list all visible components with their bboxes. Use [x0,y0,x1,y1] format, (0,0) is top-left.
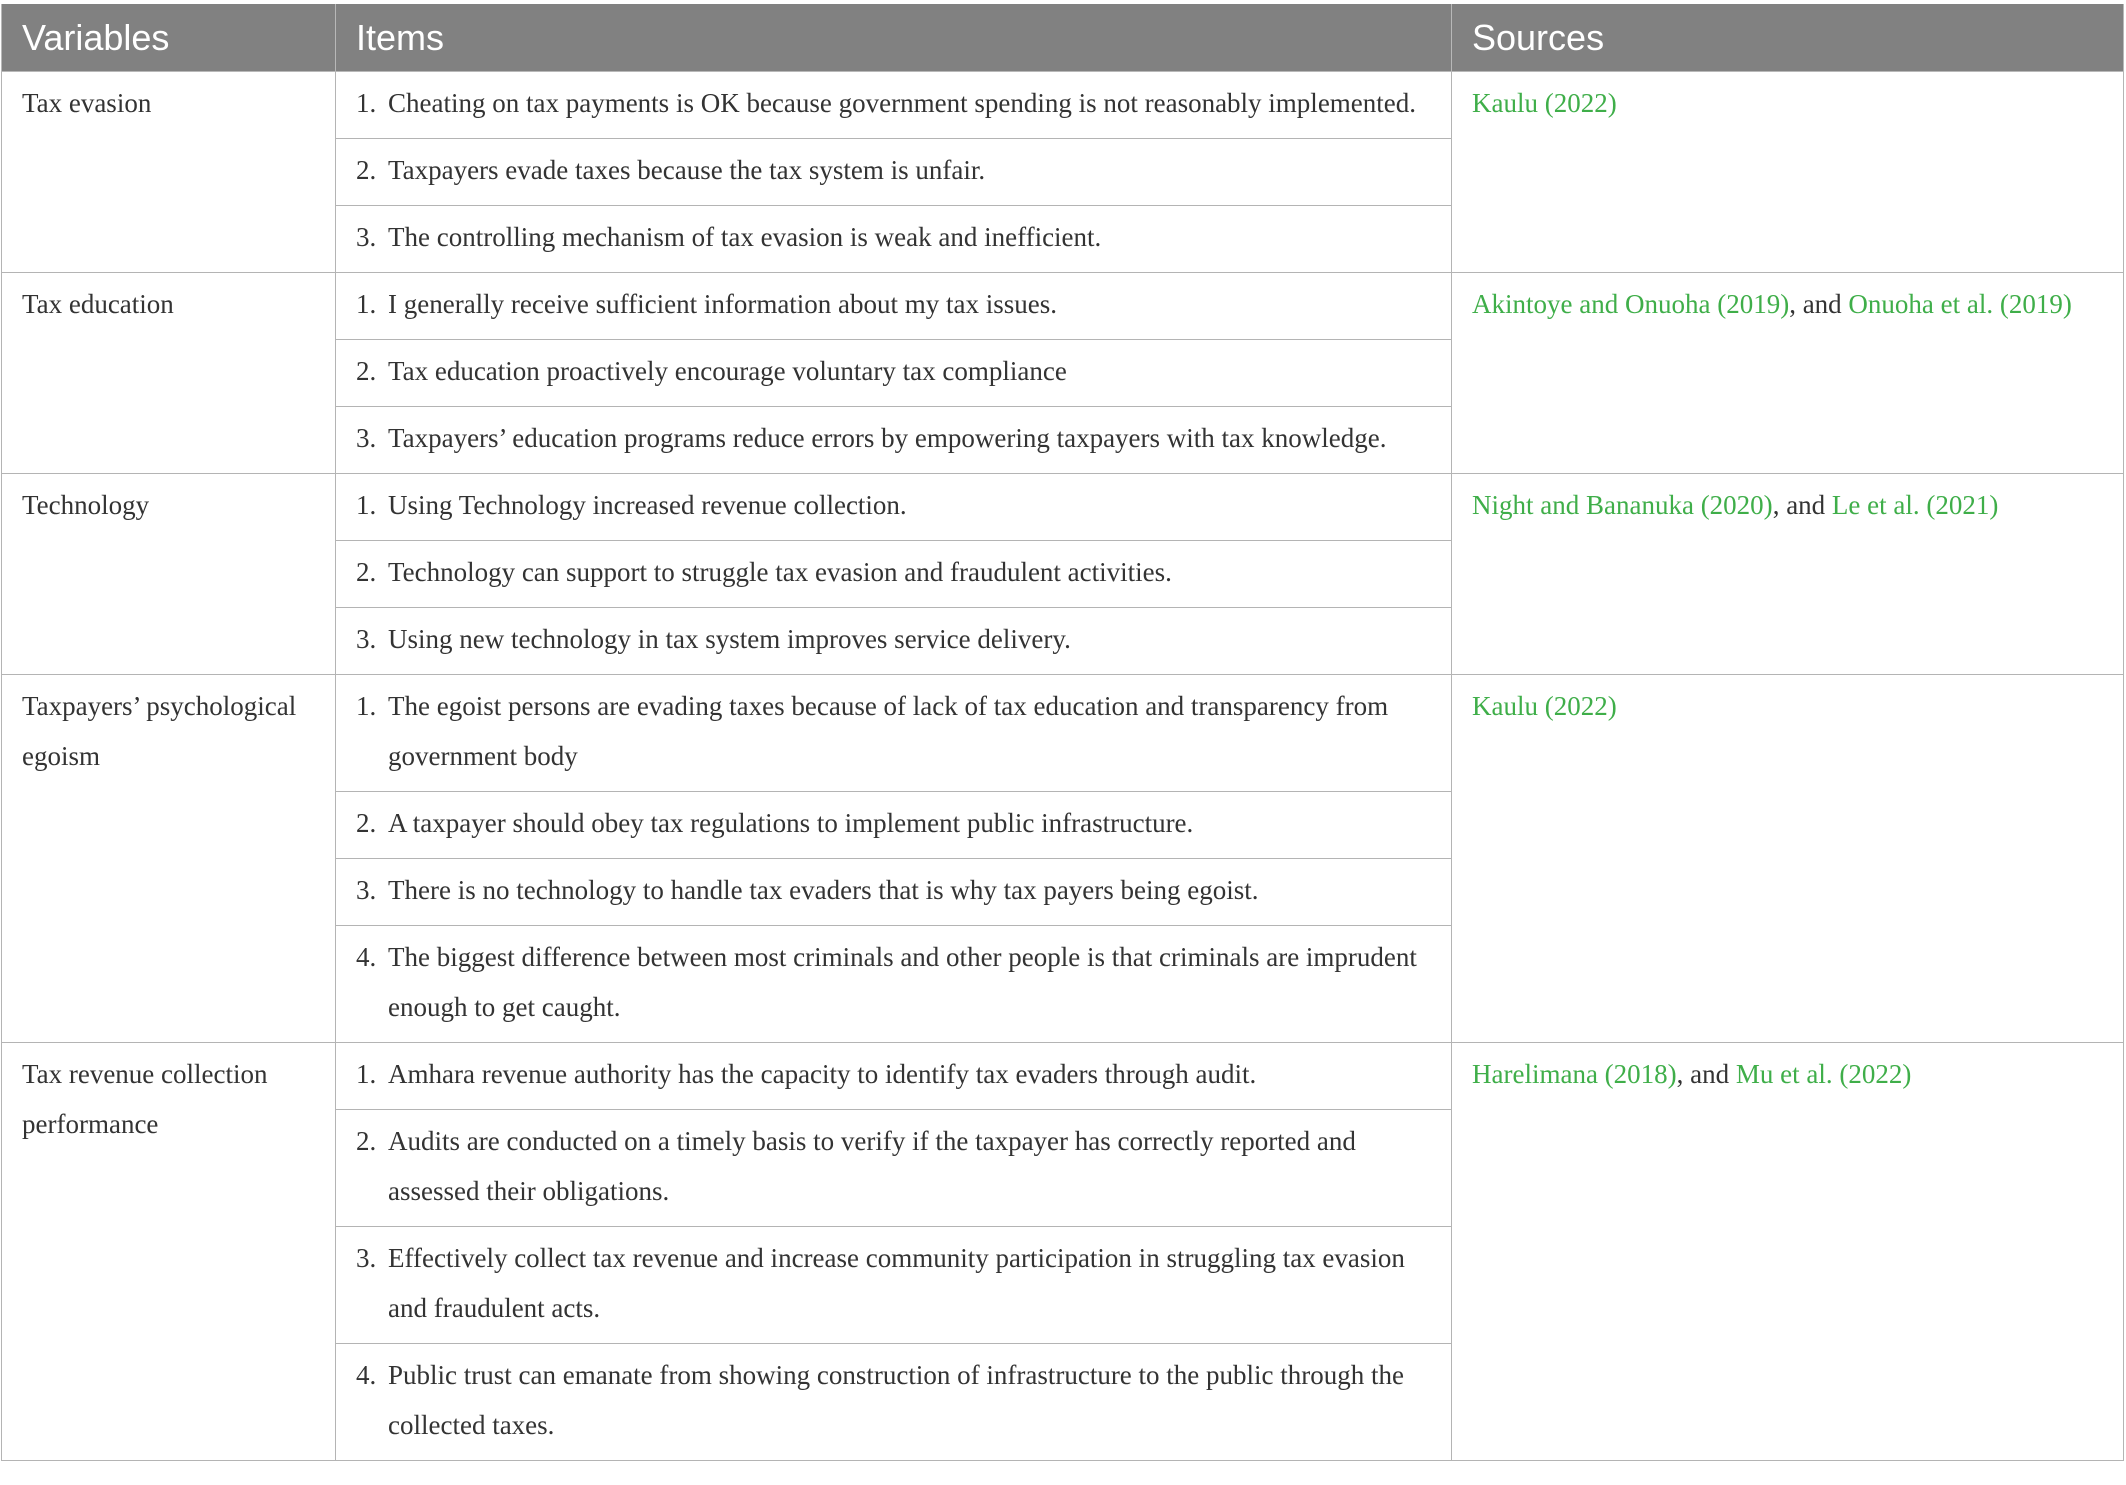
item-number: 1. [356,1059,377,1089]
table-row [2,72,2124,139]
item-cell [336,1110,1452,1227]
item-text: Cheating on tax payments is OK because government spending is not reasonably implemented. [388,88,1417,118]
item-text: The biggest difference between most criminals and other people is that criminals are imprudent enough to get caught. [388,942,1417,1022]
source-separator: , and [1676,1059,1736,1089]
item-cell [336,407,1452,474]
item-number: 3. [356,222,377,252]
item-text: A taxpayer should obey tax regulations to implement public infrastructure. [388,808,1194,838]
item-cell [336,206,1452,273]
item-entry [356,212,1431,262]
item-number: 1. [356,289,377,319]
item-cell [336,273,1452,340]
item-entry [356,681,1431,781]
sources-cell [1452,1043,2124,1461]
variable-cell: Tax education [2,273,336,474]
item-cell [336,72,1452,139]
source-separator: , and [1789,289,1849,319]
header-variables: Variables [2,4,336,72]
item-text: I generally receive sufficient information about my tax issues. [388,289,1058,319]
item-cell [336,1043,1452,1110]
header-items: Items [336,4,1452,72]
item-cell [336,1227,1452,1344]
item-number: 3. [356,624,377,654]
table-header [2,4,2124,72]
item-text: Audits are conducted on a timely basis to verify if the taxpayer has correctly reported and assessed their obligations. [388,1126,1356,1206]
source-citation-link[interactable]: Harelimana (2018) [1472,1059,1677,1089]
item-number: 1. [356,691,377,721]
item-text: The controlling mechanism of tax evasion is weak and inefficient. [388,222,1102,252]
source-citation-link[interactable]: Mu et al. (2022) [1735,1059,1912,1089]
item-cell [336,675,1452,792]
item-cell [336,139,1452,206]
item-text: Technology can support to struggle tax evasion and fraudulent activities. [388,557,1172,587]
item-text: Tax education proactively encourage voluntary tax compliance [388,356,1067,386]
table-row [2,474,2124,541]
header-row [2,4,2124,72]
table-row [2,273,2124,340]
source-citation-link[interactable]: Le et al. (2021) [1831,490,1999,520]
item-entry [356,798,1431,848]
item-entry [356,1233,1431,1333]
table-body [2,72,2124,1461]
table-row [2,1043,2124,1110]
item-entry [356,865,1431,915]
item-text: Amhara revenue authority has the capacity to identify tax evaders through audit. [388,1059,1257,1089]
variable-cell: Taxpayers’ psychological egoism [2,675,336,1043]
item-text: Taxpayers’ education programs reduce errors by empowering taxpayers with tax knowledge. [388,423,1387,453]
source-citation-link[interactable]: Kaulu (2022) [1472,691,1617,721]
item-cell [336,608,1452,675]
variable-cell: Tax revenue collection performance [2,1043,336,1461]
table-row [2,675,2124,792]
item-number: 4. [356,942,377,972]
item-entry [356,932,1431,1032]
item-number: 2. [356,155,377,185]
source-citation-link[interactable]: Kaulu (2022) [1472,88,1617,118]
item-number: 1. [356,88,377,118]
item-entry [356,346,1431,396]
item-cell [336,926,1452,1043]
item-number: 3. [356,1243,377,1273]
item-entry [356,480,1431,530]
source-citation-link[interactable]: Night and Bananuka (2020) [1472,490,1773,520]
item-entry [356,614,1431,664]
variable-cell: Tax evasion [2,72,336,273]
variables-table [1,4,2124,1461]
item-number: 2. [356,1126,377,1156]
item-number: 2. [356,557,377,587]
item-entry [356,547,1431,597]
item-entry [356,78,1431,128]
item-entry [356,1350,1431,1450]
item-cell [336,474,1452,541]
item-text: There is no technology to handle tax evaders that is why tax payers being egoist. [388,875,1259,905]
item-cell [336,1344,1452,1461]
item-text: Using Technology increased revenue collection. [388,490,907,520]
item-text: Using new technology in tax system improves service delivery. [388,624,1071,654]
sources-cell [1452,72,2124,273]
item-entry [356,279,1431,329]
item-number: 3. [356,875,377,905]
item-number: 2. [356,356,377,386]
item-entry [356,145,1431,195]
item-cell [336,792,1452,859]
item-cell [336,541,1452,608]
item-entry [356,413,1431,463]
header-sources: Sources [1452,4,2124,72]
item-number: 4. [356,1360,377,1390]
item-text: Public trust can emanate from showing construction of infrastructure to the public through the collected taxes. [388,1360,1404,1440]
sources-cell [1452,474,2124,675]
source-separator: , and [1772,490,1832,520]
item-number: 3. [356,423,377,453]
item-cell [336,859,1452,926]
item-text: The egoist persons are evading taxes because of lack of tax education and transparency from government body [388,691,1389,771]
item-entry [356,1116,1431,1216]
item-number: 2. [356,808,377,838]
item-text: Effectively collect tax revenue and increase community participation in struggling tax evasion and fraudulent acts. [388,1243,1405,1323]
sources-cell [1452,273,2124,474]
item-number: 1. [356,490,377,520]
item-text: Taxpayers evade taxes because the tax system is unfair. [388,155,986,185]
sources-cell [1452,675,2124,1043]
source-citation-link[interactable]: Onuoha et al. (2019) [1848,289,2072,319]
source-citation-link[interactable]: Akintoye and Onuoha (2019) [1472,289,1790,319]
item-entry [356,1049,1431,1099]
item-cell [336,340,1452,407]
variable-cell: Technology [2,474,336,675]
